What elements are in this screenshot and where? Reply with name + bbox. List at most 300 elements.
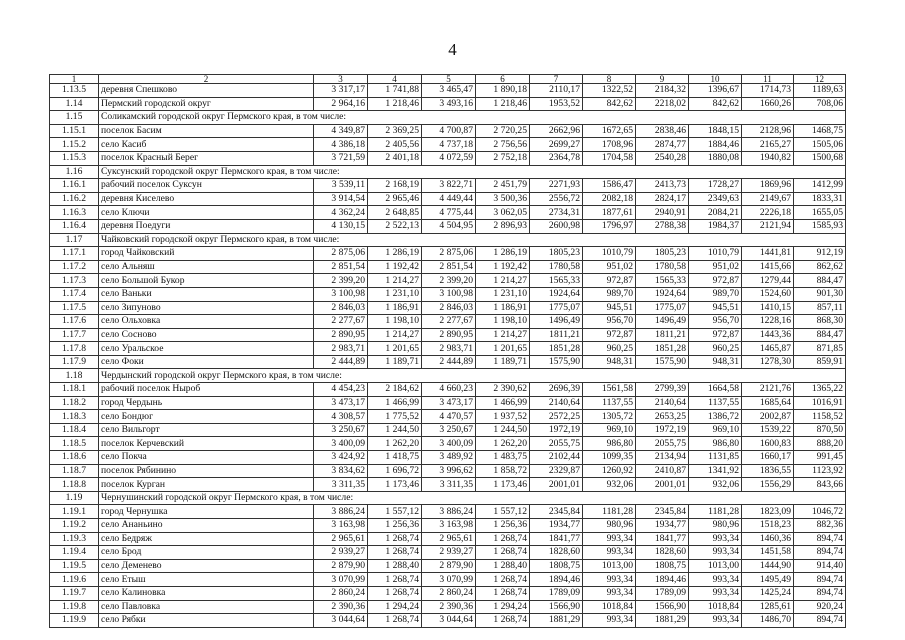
value-cell: 2824,17 xyxy=(636,192,689,206)
value-cell: 2940,91 xyxy=(636,206,689,220)
value-cell: 951,02 xyxy=(583,260,636,274)
value-cell: 1 214,27 xyxy=(368,328,422,342)
value-cell: 1 198,10 xyxy=(476,315,530,329)
value-cell: 708,06 xyxy=(794,97,846,111)
row-code: 1.19.8 xyxy=(50,600,99,614)
value-cell: 1486,70 xyxy=(742,614,794,628)
value-cell: 1685,64 xyxy=(742,396,794,410)
value-cell: 993,34 xyxy=(689,546,742,560)
value-cell: 1 294,24 xyxy=(476,600,530,614)
value-cell: 1 189,71 xyxy=(476,355,530,369)
value-cell: 2 752,18 xyxy=(476,151,530,165)
value-cell: 2 399,20 xyxy=(422,274,476,288)
row-code: 1.17 xyxy=(50,233,99,247)
value-cell: 859,91 xyxy=(794,355,846,369)
value-cell: 2653,25 xyxy=(636,410,689,424)
value-cell: 1444,90 xyxy=(742,559,794,573)
row-code: 1.18.7 xyxy=(50,464,99,478)
value-cell: 3 539,11 xyxy=(314,179,368,193)
column-number: 10 xyxy=(689,75,742,84)
value-cell: 1585,93 xyxy=(794,219,846,233)
value-cell: 1 418,75 xyxy=(368,451,422,465)
value-cell: 1451,58 xyxy=(742,546,794,560)
settlement-name: село Ольховка xyxy=(99,315,314,329)
settlement-name: село Большой Букор xyxy=(99,274,314,288)
column-number-row xyxy=(50,75,846,84)
value-cell: 1841,77 xyxy=(530,532,583,546)
value-cell: 1 186,91 xyxy=(476,301,530,315)
value-cell: 1 696,72 xyxy=(368,464,422,478)
value-cell: 1 557,12 xyxy=(368,505,422,519)
value-cell: 1586,47 xyxy=(583,179,636,193)
value-cell: 1836,55 xyxy=(742,464,794,478)
value-cell: 1828,60 xyxy=(636,546,689,560)
value-cell: 1415,66 xyxy=(742,260,794,274)
value-cell: 1 231,10 xyxy=(476,287,530,301)
value-cell: 1808,75 xyxy=(530,559,583,573)
value-cell: 1 288,40 xyxy=(368,559,422,573)
table-row xyxy=(50,84,846,98)
value-cell: 2 965,61 xyxy=(314,532,368,546)
value-cell: 882,36 xyxy=(794,519,846,533)
column-number: 8 xyxy=(583,75,636,84)
value-cell: 3 100,98 xyxy=(422,287,476,301)
value-cell: 1561,58 xyxy=(583,383,636,397)
value-cell: 2 451,79 xyxy=(476,179,530,193)
settlement-name: село Брод xyxy=(99,546,314,560)
value-cell: 980,96 xyxy=(583,519,636,533)
settlement-name: село Калиновка xyxy=(99,586,314,600)
value-cell: 1010,79 xyxy=(583,247,636,261)
value-cell: 2600,98 xyxy=(530,219,583,233)
value-cell: 993,34 xyxy=(583,586,636,600)
value-cell: 1775,07 xyxy=(636,301,689,315)
section-title: Суксунский городской округ Пермского края, в том числе: xyxy=(99,165,846,179)
value-cell: 1 218,46 xyxy=(476,97,530,111)
value-cell: 1 198,10 xyxy=(368,315,422,329)
value-cell: 2001,01 xyxy=(636,478,689,492)
value-cell: 2 983,71 xyxy=(314,342,368,356)
value-cell: 3 317,17 xyxy=(314,84,368,98)
value-cell: 2734,31 xyxy=(530,206,583,220)
value-cell: 4 072,59 xyxy=(422,151,476,165)
settlement-name: село Вильгорт xyxy=(99,423,314,437)
value-cell: 3 996,62 xyxy=(422,464,476,478)
value-cell: 1796,97 xyxy=(583,219,636,233)
value-cell: 1279,44 xyxy=(742,274,794,288)
value-cell: 2271,93 xyxy=(530,179,583,193)
value-cell: 2 399,20 xyxy=(314,274,368,288)
table-row xyxy=(50,437,846,451)
value-cell: 1575,90 xyxy=(636,355,689,369)
value-cell: 3 400,09 xyxy=(422,437,476,451)
row-code: 1.19.4 xyxy=(50,546,99,560)
value-cell: 2140,64 xyxy=(636,396,689,410)
value-cell: 1972,19 xyxy=(530,423,583,437)
value-cell: 2084,21 xyxy=(689,206,742,220)
value-cell: 894,74 xyxy=(794,614,846,628)
value-cell: 1 189,71 xyxy=(368,355,422,369)
settlement-name: деревня Спешково xyxy=(99,84,314,98)
value-cell: 1566,90 xyxy=(530,600,583,614)
value-cell: 1 214,27 xyxy=(476,328,530,342)
value-cell: 2 879,90 xyxy=(422,559,476,573)
row-code: 1.16.2 xyxy=(50,192,99,206)
value-cell: 1556,29 xyxy=(742,478,794,492)
value-cell: 1 192,42 xyxy=(368,260,422,274)
value-cell: 2696,39 xyxy=(530,383,583,397)
value-cell: 1 557,12 xyxy=(476,505,530,519)
value-cell: 2349,63 xyxy=(689,192,742,206)
value-cell: 1 483,75 xyxy=(476,451,530,465)
value-cell: 2226,18 xyxy=(742,206,794,220)
value-cell: 1465,87 xyxy=(742,342,794,356)
value-cell: 1805,23 xyxy=(530,247,583,261)
value-cell: 2 964,16 xyxy=(314,97,368,111)
row-code: 1.19.3 xyxy=(50,532,99,546)
value-cell: 1 262,20 xyxy=(476,437,530,451)
value-cell: 956,70 xyxy=(689,315,742,329)
value-cell: 1881,29 xyxy=(636,614,689,628)
value-cell: 2140,64 xyxy=(530,396,583,410)
value-cell: 843,66 xyxy=(794,478,846,492)
value-cell: 2 860,24 xyxy=(314,586,368,600)
row-code: 1.18.3 xyxy=(50,410,99,424)
value-cell: 4 660,23 xyxy=(422,383,476,397)
value-cell: 2 965,46 xyxy=(368,192,422,206)
row-code: 1.19.6 xyxy=(50,573,99,587)
table-row xyxy=(50,260,846,274)
value-cell: 2 401,18 xyxy=(368,151,422,165)
value-cell: 1660,26 xyxy=(742,97,794,111)
value-cell: 1396,67 xyxy=(689,84,742,98)
value-cell: 948,31 xyxy=(689,355,742,369)
table-row xyxy=(50,614,846,628)
value-cell: 2 939,27 xyxy=(422,546,476,560)
value-cell: 993,34 xyxy=(583,532,636,546)
value-cell: 1 173,46 xyxy=(368,478,422,492)
section-row xyxy=(50,491,846,505)
value-cell: 901,30 xyxy=(794,287,846,301)
row-code: 1.15.1 xyxy=(50,124,99,138)
value-cell: 951,02 xyxy=(689,260,742,274)
value-cell: 2788,38 xyxy=(636,219,689,233)
value-cell: 1877,61 xyxy=(583,206,636,220)
value-cell: 1789,09 xyxy=(636,586,689,600)
value-cell: 1704,58 xyxy=(583,151,636,165)
settlement-name: поселок Рябинино xyxy=(99,464,314,478)
value-cell: 1 214,27 xyxy=(476,274,530,288)
value-cell: 2556,72 xyxy=(530,192,583,206)
row-code: 1.15.3 xyxy=(50,151,99,165)
settlement-name: поселок Басим xyxy=(99,124,314,138)
value-cell: 1575,90 xyxy=(530,355,583,369)
value-cell: 1 741,88 xyxy=(368,84,422,98)
value-cell: 1894,46 xyxy=(530,573,583,587)
value-cell: 1775,07 xyxy=(530,301,583,315)
value-cell: 1 262,20 xyxy=(368,437,422,451)
value-cell: 2 444,89 xyxy=(314,355,368,369)
settlement-name: деревня Киселево xyxy=(99,192,314,206)
value-cell: 1 288,40 xyxy=(476,559,530,573)
value-cell: 2364,78 xyxy=(530,151,583,165)
value-cell: 2 846,03 xyxy=(314,301,368,315)
value-cell: 4 737,18 xyxy=(422,138,476,152)
value-cell: 870,50 xyxy=(794,423,846,437)
value-cell: 3 100,98 xyxy=(314,287,368,301)
value-cell: 993,34 xyxy=(583,546,636,560)
value-cell: 1808,75 xyxy=(636,559,689,573)
section-title: Чердынский городской округ Пермского края, в том числе: xyxy=(99,369,846,383)
value-cell: 1013,00 xyxy=(583,559,636,573)
settlement-name: рабочий поселок Ныроб xyxy=(99,383,314,397)
value-cell: 1 201,65 xyxy=(368,342,422,356)
value-cell: 4 454,23 xyxy=(314,383,368,397)
value-cell: 2838,46 xyxy=(636,124,689,138)
settlement-name: село Рябки xyxy=(99,614,314,628)
value-cell: 1 294,24 xyxy=(368,600,422,614)
settlement-name: город Чердынь xyxy=(99,396,314,410)
section-row xyxy=(50,111,846,125)
value-cell: 868,30 xyxy=(794,315,846,329)
settlement-name: село Деменево xyxy=(99,559,314,573)
value-cell: 2 879,90 xyxy=(314,559,368,573)
value-cell: 1137,55 xyxy=(689,396,742,410)
value-cell: 989,70 xyxy=(583,287,636,301)
section-row xyxy=(50,165,846,179)
value-cell: 1 244,50 xyxy=(368,423,422,437)
value-cell: 948,31 xyxy=(583,355,636,369)
table-row xyxy=(50,287,846,301)
value-cell: 960,25 xyxy=(583,342,636,356)
value-cell: 2 875,06 xyxy=(422,247,476,261)
column-number: 11 xyxy=(742,75,794,84)
value-cell: 932,06 xyxy=(583,478,636,492)
row-code: 1.16 xyxy=(50,165,99,179)
value-cell: 3 062,05 xyxy=(476,206,530,220)
value-cell: 1660,17 xyxy=(742,451,794,465)
table-row xyxy=(50,505,846,519)
table-row xyxy=(50,151,846,165)
column-number: 6 xyxy=(476,75,530,84)
value-cell: 1851,28 xyxy=(636,342,689,356)
value-cell: 2 860,24 xyxy=(422,586,476,600)
table-row xyxy=(50,464,846,478)
value-cell: 2 168,19 xyxy=(368,179,422,193)
value-cell: 2055,75 xyxy=(636,437,689,451)
row-code: 1.16.4 xyxy=(50,219,99,233)
value-cell: 2 277,67 xyxy=(314,315,368,329)
table-row xyxy=(50,328,846,342)
value-cell: 3 822,71 xyxy=(422,179,476,193)
value-cell: 1851,28 xyxy=(530,342,583,356)
value-cell: 1441,81 xyxy=(742,247,794,261)
settlement-name: село Ваньки xyxy=(99,287,314,301)
section-row xyxy=(50,369,846,383)
value-cell: 1789,09 xyxy=(530,586,583,600)
value-cell: 2699,27 xyxy=(530,138,583,152)
value-cell: 1495,49 xyxy=(742,573,794,587)
column-number: 7 xyxy=(530,75,583,84)
value-cell: 1828,60 xyxy=(530,546,583,560)
value-cell: 4 386,18 xyxy=(314,138,368,152)
value-cell: 1848,15 xyxy=(689,124,742,138)
value-cell: 3 070,99 xyxy=(314,573,368,587)
table-row xyxy=(50,247,846,261)
row-code: 1.16.3 xyxy=(50,206,99,220)
value-cell: 1 231,10 xyxy=(368,287,422,301)
value-cell: 969,10 xyxy=(583,423,636,437)
section-title: Соликамский городской округ Пермского края, в том числе: xyxy=(99,111,846,125)
value-cell: 857,11 xyxy=(794,301,846,315)
value-cell: 989,70 xyxy=(689,287,742,301)
value-cell: 3 834,62 xyxy=(314,464,368,478)
column-number: 12 xyxy=(794,75,846,84)
value-cell: 2 390,62 xyxy=(476,383,530,397)
value-cell: 842,62 xyxy=(689,97,742,111)
value-cell: 1500,68 xyxy=(794,151,846,165)
table-row xyxy=(50,600,846,614)
value-cell: 2662,96 xyxy=(530,124,583,138)
value-cell: 945,51 xyxy=(689,301,742,315)
value-cell: 1972,19 xyxy=(636,423,689,437)
value-cell: 2 405,56 xyxy=(368,138,422,152)
column-number: 1 xyxy=(50,75,99,84)
value-cell: 2102,44 xyxy=(530,451,583,465)
value-cell: 2874,77 xyxy=(636,138,689,152)
value-cell: 1524,60 xyxy=(742,287,794,301)
value-cell: 932,06 xyxy=(689,478,742,492)
value-cell: 1468,75 xyxy=(794,124,846,138)
value-cell: 2 939,27 xyxy=(314,546,368,560)
value-cell: 1365,22 xyxy=(794,383,846,397)
value-cell: 3 721,59 xyxy=(314,151,368,165)
row-code: 1.17.9 xyxy=(50,355,99,369)
settlement-name: село Бедряж xyxy=(99,532,314,546)
value-cell: 4 362,24 xyxy=(314,206,368,220)
value-cell: 3 400,09 xyxy=(314,437,368,451)
value-cell: 1672,65 xyxy=(583,124,636,138)
settlement-name: поселок Красный Берег xyxy=(99,151,314,165)
table-row xyxy=(50,355,846,369)
value-cell: 2799,39 xyxy=(636,383,689,397)
settlement-name: село Покча xyxy=(99,451,314,465)
row-code: 1.17.3 xyxy=(50,274,99,288)
value-cell: 2149,67 xyxy=(742,192,794,206)
value-cell: 972,87 xyxy=(689,274,742,288)
value-cell: 1 268,74 xyxy=(368,573,422,587)
value-cell: 1565,33 xyxy=(636,274,689,288)
value-cell: 1884,46 xyxy=(689,138,742,152)
value-cell: 1018,84 xyxy=(689,600,742,614)
value-cell: 993,34 xyxy=(689,532,742,546)
value-cell: 3 424,92 xyxy=(314,451,368,465)
value-cell: 1 268,74 xyxy=(368,532,422,546)
row-code: 1.16.1 xyxy=(50,179,99,193)
value-cell: 2410,87 xyxy=(636,464,689,478)
row-code: 1.19.7 xyxy=(50,586,99,600)
value-cell: 2345,84 xyxy=(636,505,689,519)
value-cell: 1 268,74 xyxy=(476,586,530,600)
value-cell: 2184,32 xyxy=(636,84,689,98)
value-cell: 2 369,25 xyxy=(368,124,422,138)
value-cell: 2329,87 xyxy=(530,464,583,478)
value-cell: 945,51 xyxy=(583,301,636,315)
row-code: 1.15 xyxy=(50,111,99,125)
value-cell: 2 720,25 xyxy=(476,124,530,138)
value-cell: 993,34 xyxy=(583,614,636,628)
value-cell: 894,74 xyxy=(794,546,846,560)
value-cell: 1 218,46 xyxy=(368,97,422,111)
value-cell: 1189,63 xyxy=(794,84,846,98)
section-title: Чайковский городской округ Пермского края, в том числе: xyxy=(99,233,846,247)
value-cell: 1496,49 xyxy=(530,315,583,329)
value-cell: 884,47 xyxy=(794,328,846,342)
table-row xyxy=(50,423,846,437)
row-code: 1.19.9 xyxy=(50,614,99,628)
table-row xyxy=(50,519,846,533)
value-cell: 3 250,67 xyxy=(314,423,368,437)
value-cell: 1 268,74 xyxy=(368,586,422,600)
value-cell: 1 890,18 xyxy=(476,84,530,98)
value-cell: 1984,37 xyxy=(689,219,742,233)
page-number: 4 xyxy=(448,40,457,59)
row-code: 1.17.4 xyxy=(50,287,99,301)
value-cell: 2001,01 xyxy=(530,478,583,492)
value-cell: 1386,72 xyxy=(689,410,742,424)
value-cell: 1013,00 xyxy=(689,559,742,573)
value-cell: 1780,58 xyxy=(530,260,583,274)
value-cell: 972,87 xyxy=(583,274,636,288)
value-cell: 1880,08 xyxy=(689,151,742,165)
settlement-name: село Уральское xyxy=(99,342,314,356)
value-cell: 3 500,36 xyxy=(476,192,530,206)
settlement-name: село Ключи xyxy=(99,206,314,220)
value-cell: 2 875,06 xyxy=(314,247,368,261)
settlement-name: поселок Керчевский xyxy=(99,437,314,451)
value-cell: 4 130,15 xyxy=(314,219,368,233)
value-cell: 986,80 xyxy=(689,437,742,451)
value-cell: 2 965,61 xyxy=(422,532,476,546)
row-code: 1.19.2 xyxy=(50,519,99,533)
value-cell: 1 173,46 xyxy=(476,478,530,492)
value-cell: 2572,25 xyxy=(530,410,583,424)
value-cell: 3 914,54 xyxy=(314,192,368,206)
row-code: 1.19.5 xyxy=(50,559,99,573)
row-code: 1.15.2 xyxy=(50,138,99,152)
section-row xyxy=(50,233,846,247)
value-cell: 1341,92 xyxy=(689,464,742,478)
table-row xyxy=(50,315,846,329)
value-cell: 1018,84 xyxy=(583,600,636,614)
table-row xyxy=(50,219,846,233)
value-cell: 980,96 xyxy=(689,519,742,533)
row-code: 1.19.1 xyxy=(50,505,99,519)
row-code: 1.18.1 xyxy=(50,383,99,397)
value-cell: 2082,18 xyxy=(583,192,636,206)
table-row xyxy=(50,451,846,465)
table-row xyxy=(50,274,846,288)
value-cell: 1894,46 xyxy=(636,573,689,587)
value-cell: 1099,35 xyxy=(583,451,636,465)
row-code: 1.18.4 xyxy=(50,423,99,437)
table-row xyxy=(50,586,846,600)
value-cell: 1 268,74 xyxy=(476,573,530,587)
value-cell: 2 277,67 xyxy=(422,315,476,329)
value-cell: 4 775,44 xyxy=(422,206,476,220)
table-row xyxy=(50,97,846,111)
value-cell: 1566,90 xyxy=(636,600,689,614)
